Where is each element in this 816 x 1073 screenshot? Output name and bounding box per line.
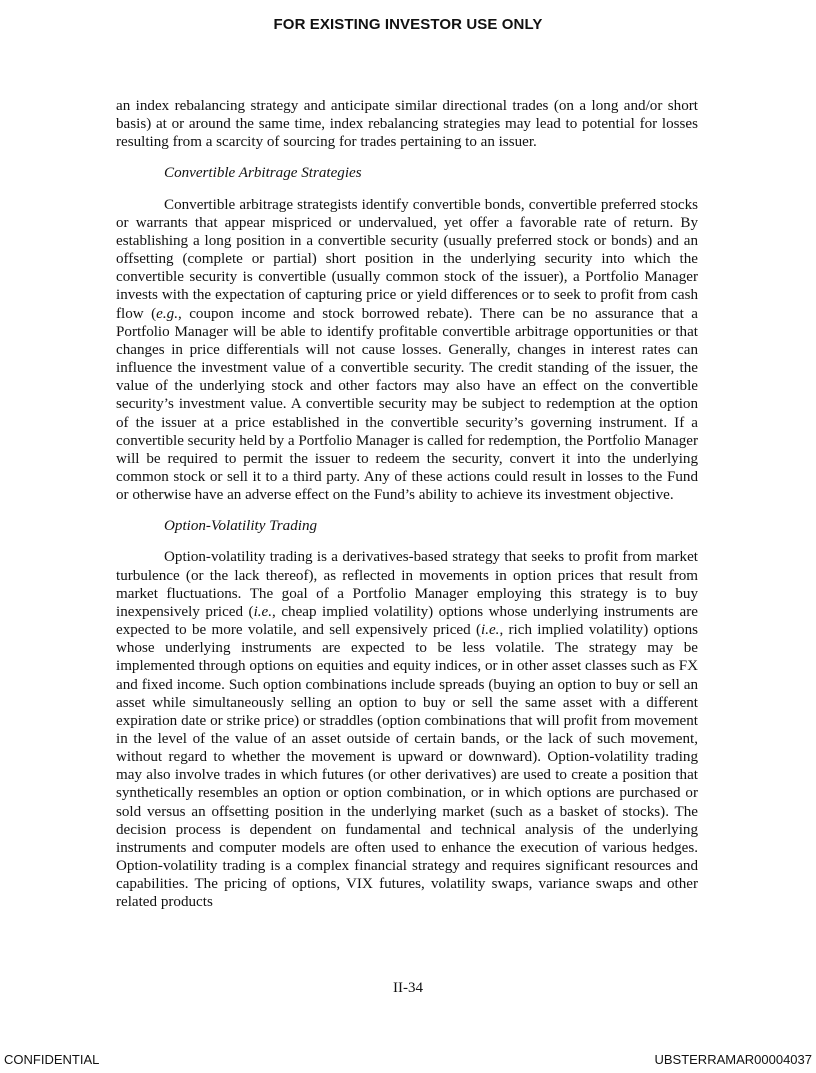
confidential-label: CONFIDENTIAL <box>4 1052 100 1067</box>
italic-abbreviation: e.g. <box>156 305 178 322</box>
option-volatility-paragraph <box>116 548 698 911</box>
italic-abbreviation: i.e. <box>481 622 500 639</box>
intro-paragraph: an index rebalancing strategy and anticipate similar directional trades (on a long and/or short basis) at or around the same time, index rebalancing strategies may lead to potential for losses resulting from a scarcity of sourcing for trades pertaining to an issuer. <box>116 98 698 151</box>
page-number: II-34 <box>393 980 423 996</box>
text-run: , rich implied volatility) options whose underlying instruments are expected to be less volatile. The strategy may be implemented through options on equities and equity indices, or in other asset classes such as FX and fixed income. Such option combinations include spreads (buying an option to buy or sell an asset while simultaneously selling an option to buy or sell the same asset with a different expiration date or strike price) or straddles (option combinations that will profit from movement in the level of the value of an asset outside of certain bands, or the lack of such movement, without regard to whether the movement is upward or downward). Option-volatility trading may also involve trades in which futures (or other derivatives) are used to create a position that synthetically resembles an option or option combination, or in which options are purchased or sold versus an offsetting position in the underlying market (such as a basket of stocks). The decision process is dependent on fundamental and technical analysis of the underlying instruments and computer models are often used to enhance the execution of various hedges. Option-volatility trading is a complex financial strategy and requires significant resources and capabilities. The pricing of options, VIX futures, volatility swaps, variance swaps and other related products <box>116 622 698 911</box>
section-heading-option-volatility: Option-Volatility Trading <box>164 518 318 535</box>
text-run: Option-volatility trading is a derivatives-based strategy that seeks to profit from market turbulence (or the lack thereof), as reflected in movements in option prices that result from market fluctuations. The goal of a Portfolio Manager employing this strategy is to buy inexpensively priced ( <box>116 549 698 620</box>
text-run: Convertible arbitrage strategists identify convertible bonds, convertible preferred stocks or warrants that appear mispriced or undervalued, yet offer a favorable rate of return. By establishing a long position in a convertible security (usually preferred stock or bonds) and an offsetting (complete or partial) short position in the underlying security into which the convertible security is convertible (usually common stock of the issuer), a Portfolio Manager invests with the expectation of capturing price or yield differences or to seek to profit from cash flow ( <box>116 196 698 322</box>
section-heading-convertible-arbitrage: Convertible Arbitrage Strategies <box>164 165 362 182</box>
document-body <box>116 97 698 912</box>
italic-abbreviation: i.e. <box>253 603 273 620</box>
bates-number: UBSTERRAMAR00004037 <box>654 1052 812 1067</box>
page-header-title: FOR EXISTING INVESTOR USE ONLY <box>273 16 543 33</box>
text-run: , coupon income and stock borrowed rebate). There can be no assurance that a Portfolio Manager will be able to identify profitable convertible arbitrage opportunities or that changes in price differentials will not cause losses. Generally, changes in interest rates can influence the investment value of a convertible security. The credit standing of the issuer, the value of the underlying stock and other factors may also have an effect on the convertible security’s investment value. A convertible security may be subject to redemption at the option of the issuer at a price established in the convertible security’s governing instrument. If a convertible security held by a Portfolio Manager is called for redemption, the Portfolio Manager will be required to permit the issuer to redeem the security, convert it into the underlying common stock or sell it to a third party. Any of these actions could result in losses to the Fund or otherwise have an adverse effect on the Fund’s ability to achieve its investment objective. <box>116 305 698 504</box>
convertible-arbitrage-paragraph <box>116 196 698 505</box>
text-run: , cheap implied volatility) options whose underlying instruments are expected to be more volatile, and sell expensively priced ( <box>116 603 698 639</box>
